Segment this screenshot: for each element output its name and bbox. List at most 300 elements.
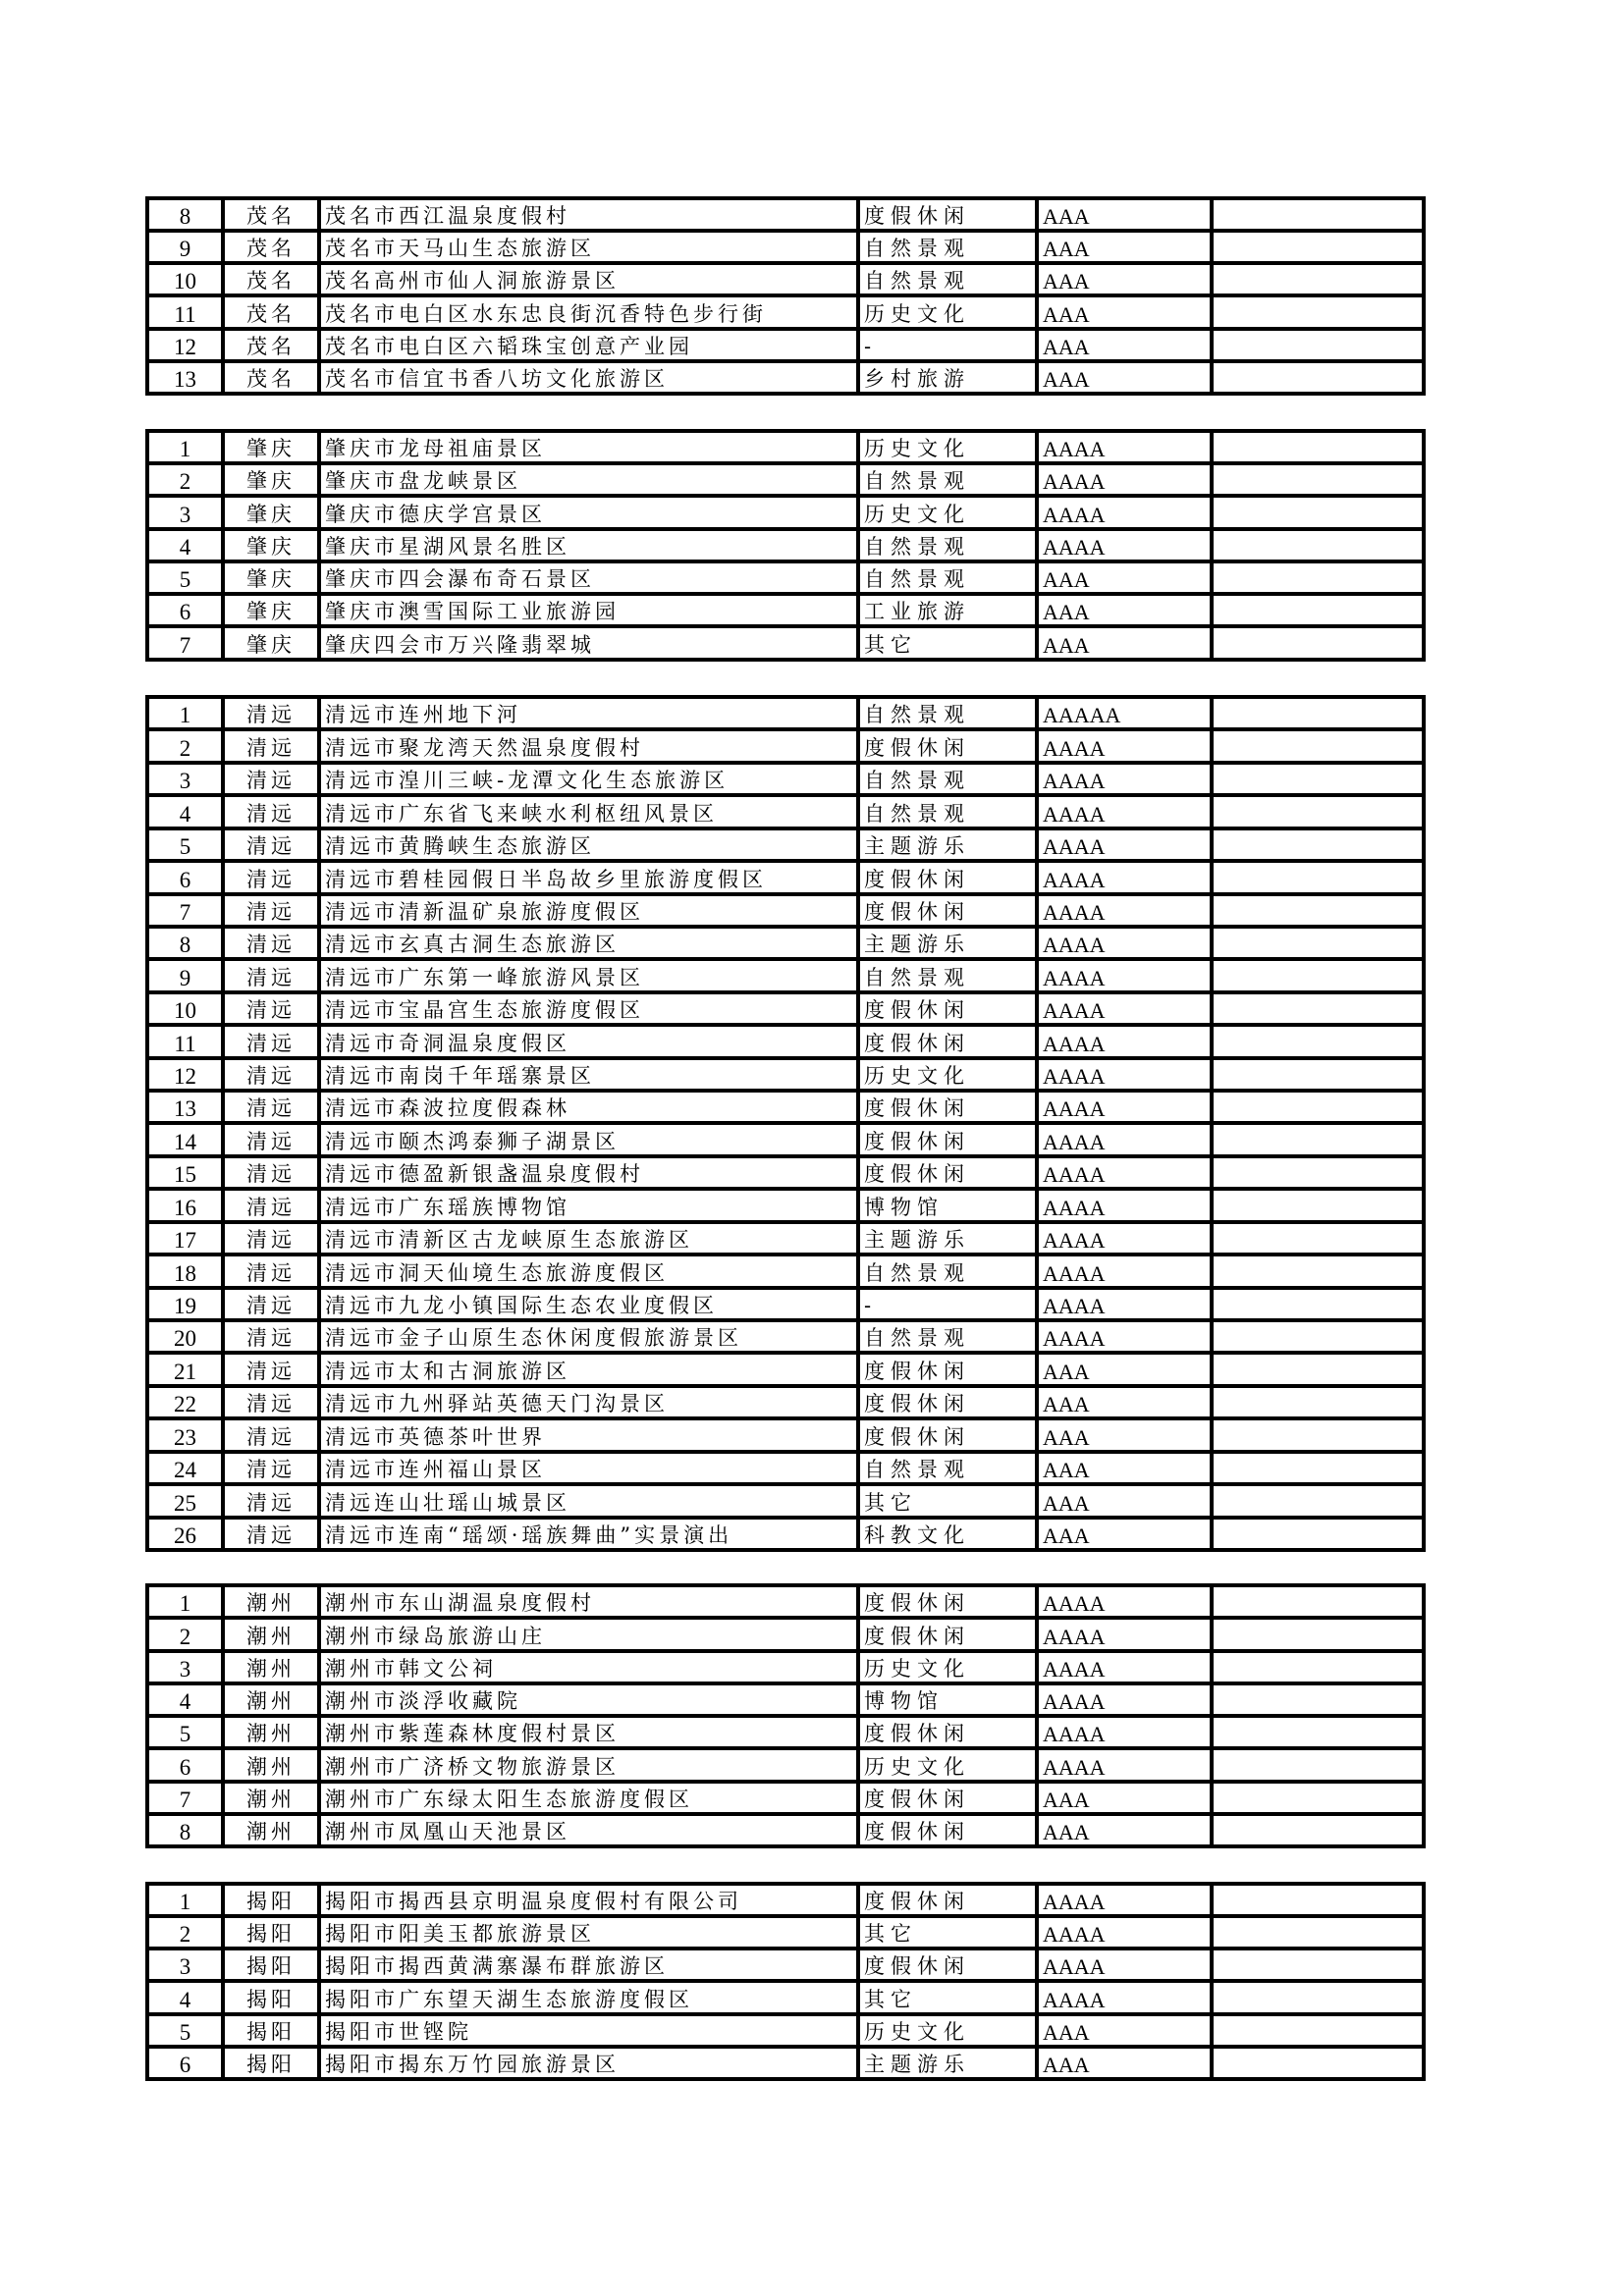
scenic-table-section [145,429,1426,662]
level-cell: AAA [1037,1518,1212,1550]
table-row [147,795,1424,828]
category-cell: 度假休闲 [858,1884,1037,1916]
table-row [147,2014,1424,2047]
city-cell: 肇庆 [223,594,319,626]
row-number: 8 [147,1814,223,1846]
level-cell: AAAA [1037,1058,1212,1091]
level-cell: AAAA [1037,496,1212,528]
note-cell [1212,496,1424,528]
city-cell: 茂名 [223,231,319,263]
row-number: 8 [147,927,223,959]
scenic-name-cell: 清远市德盈新银盏温泉度假村 [319,1156,858,1189]
scenic-name-cell: 清远市黄腾峡生态旅游区 [319,828,858,861]
note-cell [1212,861,1424,893]
category-cell: 历史文化 [858,295,1037,328]
category-cell: 自然景观 [858,463,1037,496]
row-number: 20 [147,1320,223,1353]
note-cell [1212,1884,1424,1916]
row-number: 2 [147,729,223,762]
scenic-name-cell: 茂名高州市仙人洞旅游景区 [319,263,858,295]
scenic-name-cell: 揭阳市揭西县京明温泉度假村有限公司 [319,1884,858,1916]
note-cell [1212,1058,1424,1091]
table-row [147,1025,1424,1057]
city-cell: 清远 [223,1123,319,1155]
scenic-name-cell: 茂名市信宜书香八坊文化旅游区 [319,361,858,394]
row-number: 19 [147,1288,223,1320]
level-cell: AAAA [1037,992,1212,1025]
row-number: 4 [147,1683,223,1716]
category-cell: - [858,1288,1037,1320]
scenic-name-cell: 肇庆四会市万兴隆翡翠城 [319,626,858,659]
city-cell: 清远 [223,1058,319,1091]
note-cell [1212,1683,1424,1716]
note-cell [1212,992,1424,1025]
category-cell: 度假休闲 [858,1782,1037,1814]
note-cell [1212,1651,1424,1683]
level-cell: AAAA [1037,795,1212,828]
table-row [147,959,1424,991]
scenic-name-cell: 清远市连州地下河 [319,697,858,729]
level-cell: AAAA [1037,463,1212,496]
row-number: 5 [147,1716,223,1748]
table-row [147,1189,1424,1221]
level-cell: AAA [1037,231,1212,263]
note-cell [1212,263,1424,295]
scenic-name-cell: 清远市九龙小镇国际生态农业度假区 [319,1288,858,1320]
table-row [147,828,1424,861]
scenic-table-section [145,1882,1426,2081]
note-cell [1212,463,1424,496]
table-row [147,927,1424,959]
scenic-name-cell: 清远市玄真古洞生态旅游区 [319,927,858,959]
scenic-name-cell: 潮州市韩文公祠 [319,1651,858,1683]
note-cell [1212,295,1424,328]
scenic-name-cell: 清远市广东瑶族博物馆 [319,1189,858,1221]
city-cell: 清远 [223,1452,319,1484]
city-cell: 清远 [223,1353,319,1385]
table-row [147,1782,1424,1814]
table-row [147,1585,1424,1618]
row-number: 14 [147,1123,223,1155]
row-number: 6 [147,861,223,893]
note-cell [1212,431,1424,463]
note-cell [1212,1156,1424,1189]
category-cell: 度假休闲 [858,1386,1037,1418]
city-cell: 清远 [223,1418,319,1451]
level-cell: AAAA [1037,1949,1212,1981]
city-cell: 清远 [223,861,319,893]
row-number: 21 [147,1353,223,1385]
note-cell [1212,1618,1424,1650]
city-cell: 揭阳 [223,1884,319,1916]
note-cell [1212,1916,1424,1949]
scenic-name-cell: 揭阳市世铿院 [319,2014,858,2047]
scenic-name-cell: 清远市宝晶宫生态旅游度假区 [319,992,858,1025]
level-cell: AAA [1037,1782,1212,1814]
scenic-name-cell: 清远连山壮瑶山城景区 [319,1484,858,1517]
note-cell [1212,1782,1424,1814]
city-cell: 清远 [223,992,319,1025]
category-cell: 其它 [858,626,1037,659]
table-row [147,861,1424,893]
category-cell: 自然景观 [858,795,1037,828]
category-cell: 度假休闲 [858,1123,1037,1155]
category-cell: 自然景观 [858,763,1037,795]
category-cell: 自然景观 [858,561,1037,594]
level-cell: AAAA [1037,1981,1212,2013]
level-cell: AAA [1037,295,1212,328]
table-row [147,263,1424,295]
scenic-name-cell: 潮州市广济桥文物旅游景区 [319,1748,858,1781]
table-row [147,594,1424,626]
table-row [147,1123,1424,1155]
city-cell: 清远 [223,1156,319,1189]
scenic-name-cell: 揭阳市阳美玉都旅游景区 [319,1916,858,1949]
category-cell: 度假休闲 [858,861,1037,893]
row-number: 24 [147,1452,223,1484]
category-cell: 自然景观 [858,1320,1037,1353]
city-cell: 肇庆 [223,561,319,594]
note-cell [1212,1418,1424,1451]
table-row [147,1814,1424,1846]
scenic-name-cell: 揭阳市广东望天湖生态旅游度假区 [319,1981,858,2013]
city-cell: 清远 [223,1288,319,1320]
category-cell: 历史文化 [858,2014,1037,2047]
scenic-name-cell: 清远市湟川三峡-龙潭文化生态旅游区 [319,763,858,795]
level-cell: AAAA [1037,729,1212,762]
table-row [147,1222,1424,1255]
level-cell: AAAA [1037,959,1212,991]
category-cell: 自然景观 [858,231,1037,263]
city-cell: 肇庆 [223,496,319,528]
row-number: 4 [147,1981,223,2013]
scenic-name-cell: 揭阳市揭东万竹园旅游景区 [319,2047,858,2079]
table-row [147,697,1424,729]
level-cell: AAAA [1037,1091,1212,1123]
city-cell: 揭阳 [223,2047,319,2079]
level-cell: AAA [1037,626,1212,659]
category-cell: 自然景观 [858,529,1037,561]
scenic-name-cell: 潮州市东山湖温泉度假村 [319,1585,858,1618]
level-cell: AAA [1037,2047,1212,2079]
city-cell: 肇庆 [223,431,319,463]
city-cell: 潮州 [223,1585,319,1618]
level-cell: AAA [1037,1452,1212,1484]
scenic-name-cell: 清远市连州福山景区 [319,1452,858,1484]
table-row [147,1156,1424,1189]
table-row [147,496,1424,528]
scenic-name-cell: 揭阳市揭西黄满寨瀑布群旅游区 [319,1949,858,1981]
level-cell: AAAA [1037,1156,1212,1189]
table-row [147,1091,1424,1123]
level-cell: AAAA [1037,828,1212,861]
row-number: 17 [147,1222,223,1255]
row-number: 9 [147,959,223,991]
city-cell: 清远 [223,1091,319,1123]
note-cell [1212,959,1424,991]
row-number: 2 [147,1916,223,1949]
city-cell: 清远 [223,1222,319,1255]
level-cell: AAA [1037,1484,1212,1517]
level-cell: AAA [1037,1418,1212,1451]
city-cell: 茂名 [223,329,319,361]
level-cell: AAAA [1037,927,1212,959]
city-cell: 清远 [223,1386,319,1418]
row-number: 11 [147,1025,223,1057]
level-cell: AAAA [1037,529,1212,561]
table-row [147,329,1424,361]
city-cell: 清远 [223,1025,319,1057]
city-cell: 清远 [223,828,319,861]
level-cell: AAAA [1037,1189,1212,1221]
row-number: 25 [147,1484,223,1517]
note-cell [1212,1716,1424,1748]
city-cell: 清远 [223,795,319,828]
row-number: 7 [147,894,223,927]
table-row [147,1518,1424,1550]
table-row [147,1288,1424,1320]
note-cell [1212,1255,1424,1287]
category-cell: 其它 [858,1981,1037,2013]
category-cell: 历史文化 [858,431,1037,463]
scenic-name-cell: 清远市奇洞温泉度假区 [319,1025,858,1057]
row-number: 3 [147,496,223,528]
category-cell: 度假休闲 [858,1353,1037,1385]
note-cell [1212,594,1424,626]
note-cell [1212,1353,1424,1385]
city-cell: 肇庆 [223,626,319,659]
row-number: 5 [147,561,223,594]
level-cell: AAA [1037,361,1212,394]
table-row [147,2047,1424,2079]
level-cell: AAA [1037,1814,1212,1846]
category-cell: 历史文化 [858,1651,1037,1683]
row-number: 1 [147,697,223,729]
note-cell [1212,529,1424,561]
category-cell: 度假休闲 [858,1091,1037,1123]
category-cell: 其它 [858,1916,1037,1949]
scenic-name-cell: 茂名市电白区水东忠良街沉香特色步行街 [319,295,858,328]
category-cell: 度假休闲 [858,1156,1037,1189]
row-number: 2 [147,1618,223,1650]
category-cell: 历史文化 [858,1748,1037,1781]
row-number: 23 [147,1418,223,1451]
level-cell: AAA [1037,2014,1212,2047]
level-cell: AAA [1037,594,1212,626]
row-number: 10 [147,992,223,1025]
scenic-table-section [145,1583,1426,1848]
note-cell [1212,1452,1424,1484]
scenic-name-cell: 清远市广东第一峰旅游风景区 [319,959,858,991]
row-number: 12 [147,1058,223,1091]
note-cell [1212,729,1424,762]
note-cell [1212,1222,1424,1255]
level-cell: AAAA [1037,431,1212,463]
note-cell [1212,697,1424,729]
city-cell: 清远 [223,1189,319,1221]
row-number: 7 [147,1782,223,1814]
table-row [147,463,1424,496]
row-number: 2 [147,463,223,496]
row-number: 11 [147,295,223,328]
scenic-name-cell: 肇庆市德庆学宫景区 [319,496,858,528]
city-cell: 揭阳 [223,1949,319,1981]
scenic-name-cell: 清远市英德茶叶世界 [319,1418,858,1451]
note-cell [1212,1288,1424,1320]
note-cell [1212,1123,1424,1155]
category-cell: 博物馆 [858,1189,1037,1221]
table-row [147,1484,1424,1517]
table-row [147,1916,1424,1949]
table-row [147,1884,1424,1916]
note-cell [1212,795,1424,828]
level-cell: AAAA [1037,1916,1212,1949]
table-row [147,894,1424,927]
category-cell: 主题游乐 [858,2047,1037,2079]
table-row [147,1618,1424,1650]
scenic-name-cell: 清远市九州驿站英德天门沟景区 [319,1386,858,1418]
category-cell: 自然景观 [858,1452,1037,1484]
note-cell [1212,828,1424,861]
row-number: 3 [147,763,223,795]
table-row [147,1255,1424,1287]
category-cell: 度假休闲 [858,729,1037,762]
row-number: 10 [147,263,223,295]
category-cell: 度假休闲 [858,1814,1037,1846]
city-cell: 清远 [223,1255,319,1287]
row-number: 13 [147,1091,223,1123]
city-cell: 清远 [223,729,319,762]
scenic-name-cell: 清远市颐杰鸿泰狮子湖景区 [319,1123,858,1155]
level-cell: AAA [1037,561,1212,594]
table-row [147,763,1424,795]
category-cell: 度假休闲 [858,1949,1037,1981]
scenic-name-cell: 肇庆市星湖风景名胜区 [319,529,858,561]
table-row [147,431,1424,463]
note-cell [1212,329,1424,361]
category-cell: 自然景观 [858,263,1037,295]
city-cell: 肇庆 [223,463,319,496]
row-number: 12 [147,329,223,361]
note-cell [1212,1484,1424,1517]
row-number: 5 [147,828,223,861]
note-cell [1212,561,1424,594]
scenic-name-cell: 肇庆市澳雪国际工业旅游园 [319,594,858,626]
category-cell: 博物馆 [858,1683,1037,1716]
row-number: 3 [147,1949,223,1981]
category-cell: 度假休闲 [858,1418,1037,1451]
scenic-name-cell: 茂名市西江温泉度假村 [319,198,858,231]
level-cell: AAAA [1037,1320,1212,1353]
table-row [147,1716,1424,1748]
note-cell [1212,1748,1424,1781]
note-cell [1212,1320,1424,1353]
table-row [147,1651,1424,1683]
category-cell: - [858,329,1037,361]
table-row [147,992,1424,1025]
city-cell: 茂名 [223,361,319,394]
city-cell: 潮州 [223,1683,319,1716]
level-cell: AAAA [1037,1716,1212,1748]
note-cell [1212,1091,1424,1123]
scenic-name-cell: 潮州市广东绿太阳生态旅游度假区 [319,1782,858,1814]
level-cell: AAAA [1037,1025,1212,1057]
note-cell [1212,2014,1424,2047]
table-row [147,729,1424,762]
category-cell: 度假休闲 [858,1716,1037,1748]
category-cell: 自然景观 [858,959,1037,991]
table-row [147,1981,1424,2013]
note-cell [1212,198,1424,231]
row-number: 5 [147,2014,223,2047]
table-row [147,295,1424,328]
row-number: 26 [147,1518,223,1550]
level-cell: AAAA [1037,1288,1212,1320]
level-cell: AAA [1037,329,1212,361]
table-row [147,1418,1424,1451]
scenic-name-cell: 清远市碧桂园假日半岛故乡里旅游度假区 [319,861,858,893]
scenic-name-cell: 清远市洞天仙境生态旅游度假区 [319,1255,858,1287]
table-row [147,529,1424,561]
table-row [147,626,1424,659]
note-cell [1212,1981,1424,2013]
row-number: 8 [147,198,223,231]
level-cell: AAA [1037,263,1212,295]
note-cell [1212,763,1424,795]
level-cell: AAAA [1037,1884,1212,1916]
level-cell: AAAA [1037,1255,1212,1287]
level-cell: AAAA [1037,861,1212,893]
table-row [147,561,1424,594]
city-cell: 清远 [223,1518,319,1550]
row-number: 7 [147,626,223,659]
row-number: 1 [147,1585,223,1618]
level-cell: AAAA [1037,1585,1212,1618]
city-cell: 清远 [223,894,319,927]
note-cell [1212,231,1424,263]
row-number: 6 [147,594,223,626]
scenic-name-cell: 肇庆市盘龙峡景区 [319,463,858,496]
table-row [147,1949,1424,1981]
city-cell: 潮州 [223,1782,319,1814]
scenic-name-cell: 茂名市天马山生态旅游区 [319,231,858,263]
level-cell: AAAA [1037,1618,1212,1650]
scenic-table-section [145,695,1426,1552]
scenic-name-cell: 清远市连南“瑶颂·瑶族舞曲”实景演出 [319,1518,858,1550]
city-cell: 清远 [223,763,319,795]
row-number: 1 [147,1884,223,1916]
level-cell: AAAA [1037,1123,1212,1155]
category-cell: 度假休闲 [858,1618,1037,1650]
city-cell: 潮州 [223,1748,319,1781]
note-cell [1212,1814,1424,1846]
scenic-table-section [145,196,1426,396]
scenic-name-cell: 肇庆市四会瀑布奇石景区 [319,561,858,594]
note-cell [1212,1949,1424,1981]
table-row [147,231,1424,263]
level-cell: AAA [1037,1386,1212,1418]
note-cell [1212,361,1424,394]
category-cell: 度假休闲 [858,1585,1037,1618]
city-cell: 潮州 [223,1618,319,1650]
row-number: 6 [147,1748,223,1781]
level-cell: AAAA [1037,763,1212,795]
category-cell: 自然景观 [858,1255,1037,1287]
note-cell [1212,1518,1424,1550]
row-number: 9 [147,231,223,263]
table-row [147,1386,1424,1418]
city-cell: 茂名 [223,295,319,328]
